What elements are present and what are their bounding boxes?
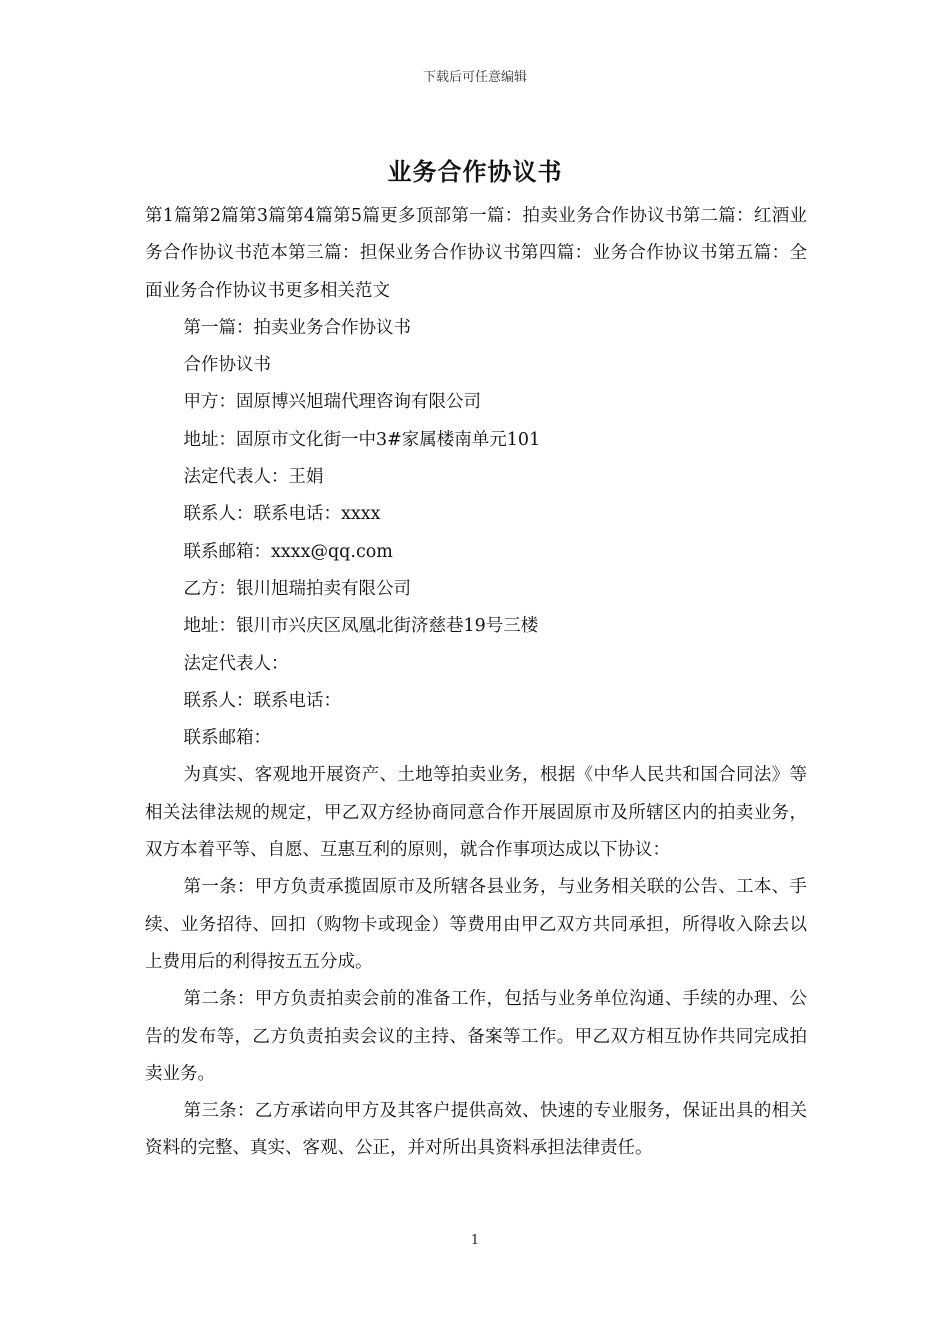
document-title: 业务合作协议书: [387, 157, 563, 186]
paragraph-article-2: 第二条：甲方负责拍卖会前的准备工作，包括与业务单位沟通、手续的办理、公告的发布等，乙方负责拍卖会议的主持、备案等工作。甲乙双方相互协作共同完成拍卖业务。: [145, 989, 807, 1084]
paragraph-party-b-email: 联系邮箱：: [183, 728, 271, 749]
paragraph-agreement-title: 合作协议书: [183, 355, 271, 376]
paragraph-party-b-address: 地址：银川市兴庆区凤凰北街济慈巷19号三楼: [183, 616, 539, 637]
paragraph-party-a-representative: 法定代表人：王娟: [183, 467, 324, 488]
paragraph-section-heading: 第一篇：拍卖业务合作协议书: [183, 317, 411, 338]
paragraph-party-a-name: 甲方：固原博兴旭瑞代理咨询有限公司: [183, 392, 481, 413]
document-body: [145, 198, 807, 1168]
paragraph-article-3: 第三条：乙方承诺向甲方及其客户提供高效、快速的专业服务，保证出具的相关资料的完整、真实、客观、公正，并对所出具资料承担法律责任。: [145, 1101, 807, 1159]
paragraph-party-a-email: 联系邮箱：xxxx@qq.com: [183, 541, 393, 562]
paragraph-preamble: 为真实、客观地开展资产、土地等拍卖业务，根据《中华人民共和国合同法》等相关法律法规的规定，甲乙双方经协商同意合作开展固原市及所辖区内的拍卖业务，双方本着平等、自愿、互惠互利的原则，就合作事项达成以下协议：: [145, 765, 807, 861]
paragraph-party-b-name: 乙方：银川旭瑞拍卖有限公司: [183, 578, 411, 599]
paragraph-party-a-address: 地址：固原市文化街一中3#家属楼南单元101: [183, 429, 541, 450]
paragraph-party-b-contact: 联系人：联系电话：: [183, 690, 341, 711]
paragraph-article-1: 第一条：甲方负责承揽固原市及所辖各县业务，与业务相关联的公告、工本、手续、业务招待、回扣（购物卡或现金）等费用由甲乙双方共同承担，所得收入除去以上费用后的利得按五五分成。: [145, 877, 807, 972]
paragraph-party-a-contact: 联系人：联系电话：xxxx: [183, 504, 381, 525]
page-number: 1: [470, 1233, 480, 1248]
paragraph-party-b-representative: 法定代表人：: [183, 653, 289, 674]
header-note: 下载后可任意编辑: [422, 70, 527, 85]
paragraph-toc: 第1篇第2篇第3篇第4篇第5篇更多顶部第一篇：拍卖业务合作协议书第二篇：红酒业务合作协议书范本第三篇：担保业务合作协议书第四篇：业务合作协议书第五篇：全面业务合作协议书更多相关范文: [145, 206, 807, 301]
